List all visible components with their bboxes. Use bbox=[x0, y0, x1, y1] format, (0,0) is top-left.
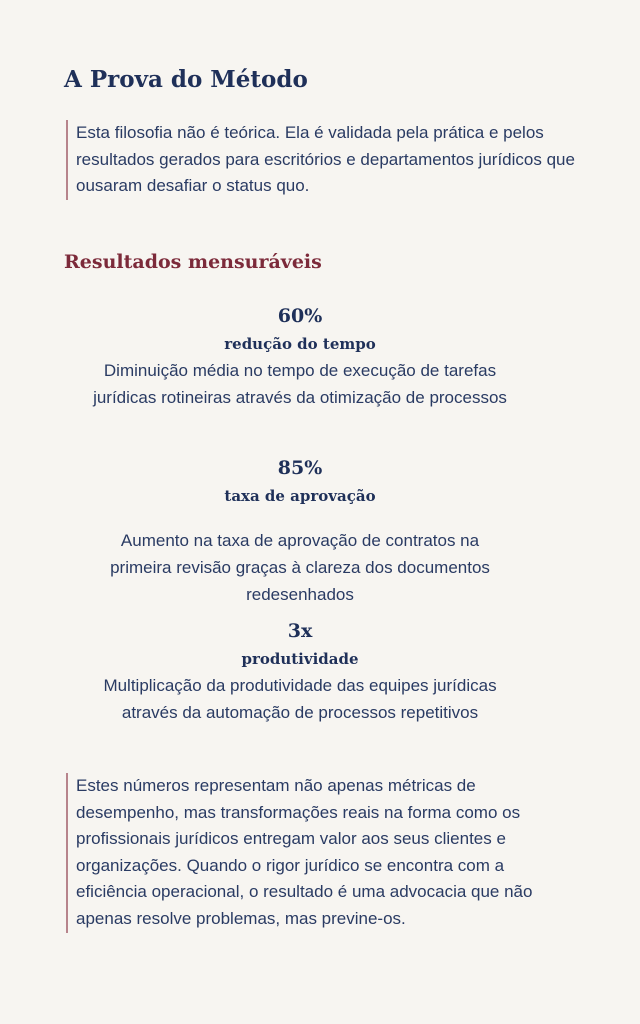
stat-value: 85% bbox=[277, 457, 323, 479]
intro-blockquote: Esta filosofia não é teórica. Ela é validada pela prática e pelos resultados gerados para escritórios e departamentos jurídicos que ousaram desafiar o status quo. bbox=[66, 120, 576, 200]
stat-description: Aumento na taxa de aprovação de contratos na primeira revisão graças à clareza dos documentos redesenhados bbox=[110, 531, 490, 604]
stat-item-approval-rate bbox=[90, 455, 510, 608]
stat-value: 60% bbox=[277, 305, 323, 327]
stat-item-time-reduction bbox=[90, 303, 510, 411]
closing-blockquote: Estes números representam não apenas métricas de desempenho, mas transformações reais na forma como os profissionais jurídicos entregam valor aos seus clientes e organizações. Quando o rigor jurídico se encontra com a eficiência operacional, o resultado é uma advocacia que não apenas resolve problemas, mas previne-os. bbox=[66, 773, 576, 933]
page-title: A Prova do Método bbox=[64, 66, 308, 93]
stat-description: Multiplicação da produtividade das equipes jurídicas através da automação de processos repetitivos bbox=[103, 676, 497, 722]
stat-description: Diminuição média no tempo de execução de tarefas jurídicas rotineiras através da otimização de processos bbox=[93, 361, 507, 407]
results-heading: Resultados mensuráveis bbox=[64, 251, 322, 273]
stat-item-productivity bbox=[90, 618, 510, 726]
stat-label: taxa de aprovação bbox=[224, 487, 376, 505]
stat-label: redução do tempo bbox=[224, 335, 376, 353]
stat-label: produtividade bbox=[241, 650, 359, 668]
stat-value: 3x bbox=[287, 620, 313, 642]
